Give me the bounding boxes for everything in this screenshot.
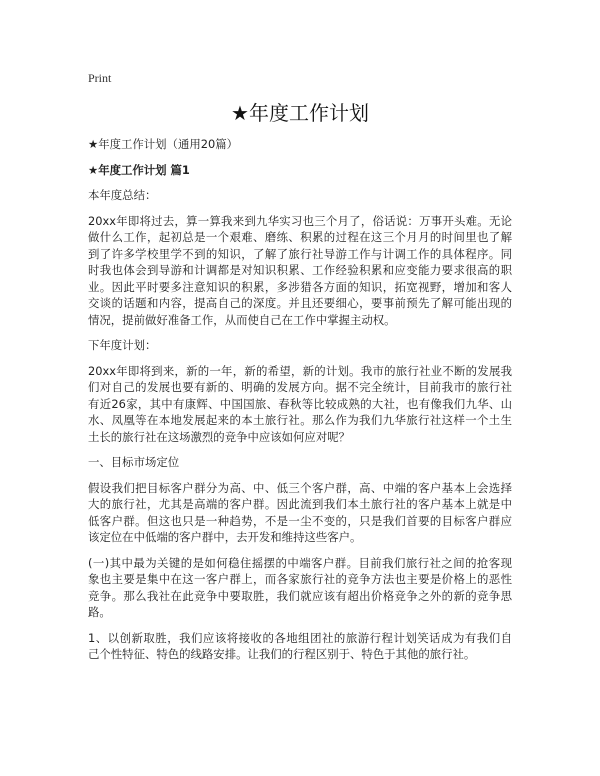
market-positioning-heading: 一、目标市场定位 <box>88 455 180 469</box>
section-heading: ★年度工作计划 篇1 <box>88 162 190 177</box>
paragraph-line: 低客户群。但这也只是一种趋势，不是一尘不变的，只是我们首要的目标客户群应 <box>88 513 512 528</box>
summary-label: 本年度总结： <box>88 188 157 202</box>
paragraph-line: 业。因此平时要多注意知识的积累，多涉猎各方面的知识，拓宽视野，增加和客人 <box>88 279 512 294</box>
paragraph-line: 己个性特征、特色的线路安排。让我们的行程区别于、特色于其他的旅行社。 <box>88 647 476 661</box>
paragraph-line: 情况，提前做好准备工作，从而使自己在工作中掌握主动权。 <box>88 312 396 327</box>
paragraph-line: 时我也体会到导游和计调都是对知识积累、工作经验积累和应变能力要求很高的职 <box>88 263 512 277</box>
paragraph-line: 土长的旅行社在这场激烈的竞争中应该如何应对呢？ <box>88 429 350 444</box>
paragraph-3 <box>88 480 512 546</box>
paragraph-line: 该定位在中低端的客户群中，去开发和维持这些客户。 <box>88 530 362 544</box>
paragraph-line: 们对自己的发展也要有新的、明确的发展方向。据不完全统计，目前我市的旅行社 <box>88 380 512 394</box>
subtitle: ★年度工作计划（通用20篇） <box>88 137 239 151</box>
paragraph-4 <box>88 555 512 621</box>
print-label: Print <box>88 71 112 85</box>
paragraph-line: 大的旅行社，尤其是高端的客户群。因此流到我们本土旅行社的客户基本上就是中 <box>88 497 512 511</box>
paragraph-line: 路。 <box>88 605 111 619</box>
paragraph-2 <box>88 363 512 446</box>
paragraph-line: (一)其中最为关键的是如何稳住摇摆的中端客户群。目前我们旅行社之间的抢客现 <box>88 555 512 570</box>
paragraph-line: 交谈的话题和内容，提高自己的深度。并且还要细心，要事前预先了解可能出现的 <box>88 296 512 310</box>
paragraph-5 <box>88 630 512 663</box>
plan-label: 下年度计划： <box>88 338 157 352</box>
paragraph-line: 假设我们把目标客户群分为高、中、低三个客户群，高、中端的客户基本上会选择 <box>88 480 512 495</box>
paragraph-line: 20xx年即将过去，算一算我来到九华实习也三个月了，俗话说：万事开头难。无论 <box>88 213 512 228</box>
paragraph-line: 1、以创新取胜，我们应该将接收的各地组团社的旅游行程计划笑话成为有我们自 <box>88 630 512 645</box>
paragraph-line: 水、凤凰等在本地发展起来的本土旅行社。那么作为我们九华旅行社这样一个土生 <box>88 413 512 427</box>
paragraph-line: 象也主要是集中在这一客户群上，而各家旅行社的竞争方法也主要是价格上的恶性 <box>88 572 512 586</box>
paragraph-line: 有近26家，其中有康辉、中国国旅、春秋等比较成熟的大社，也有像我们九华、山 <box>88 396 512 411</box>
paragraph-line: 竞争。那么我社在此竞争中要取胜，我们就应该有超出价格竞争之外的新的竞争思 <box>88 588 512 603</box>
document <box>88 70 512 663</box>
paragraph-1 <box>88 213 512 329</box>
paragraph-line: 到了许多学校里学不到的知识，了解了旅行社导游工作与计调工作的具体程序。同 <box>88 246 512 261</box>
paragraph-line: 20xx年即将到来，新的一年，新的希望，新的计划。我市的旅行社业不断的发展我 <box>88 363 512 378</box>
paragraph-line: 做什么工作，起初总是一个艰难、磨练、积累的过程在这三个月月的时间里也了解 <box>88 230 512 244</box>
page-title: ★年度工作计划 <box>231 101 369 125</box>
